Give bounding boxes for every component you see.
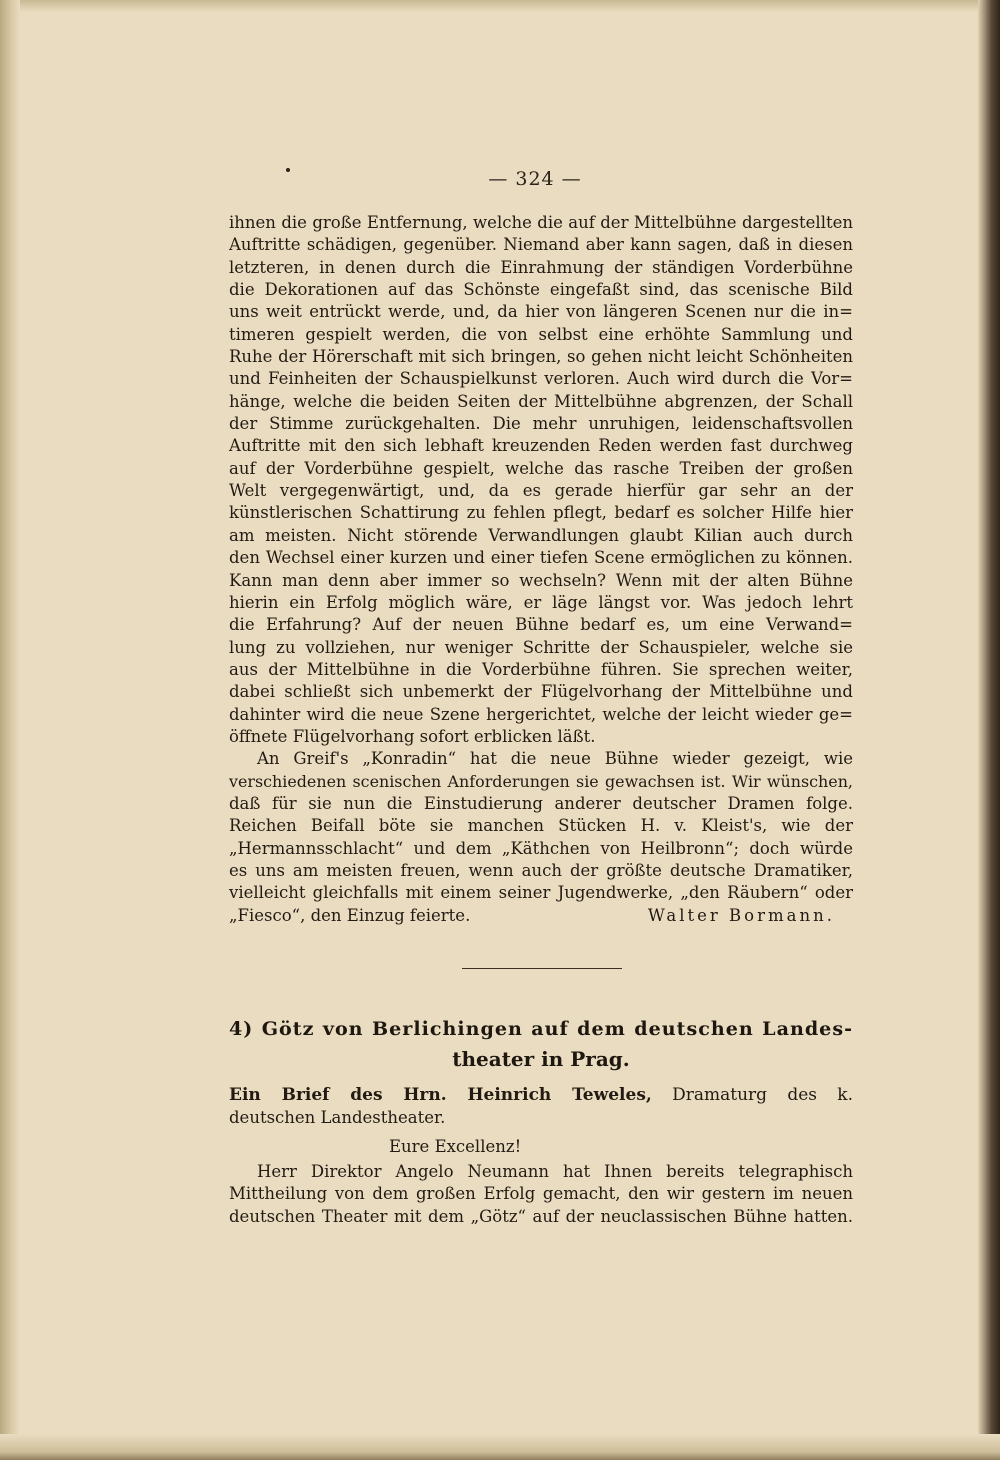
body-line: auf der Vorderbühne gespielt, welche das rasche Treiben der großen bbox=[229, 458, 853, 478]
page-number: — 324 — bbox=[488, 168, 582, 190]
letter-intro bbox=[229, 1084, 853, 1107]
heading-line: theater in Prag. bbox=[452, 1047, 630, 1071]
body-line: hänge, welche die beiden Seiten der Mittelbühne abgrenzen, der Schall bbox=[229, 391, 853, 411]
section-heading bbox=[229, 1014, 853, 1074]
body-line: künstlerischen Schattirung zu fehlen pflegt, bedarf es solcher Hilfe hier bbox=[229, 503, 853, 523]
letter-intro-role: Dramaturg des k. bbox=[651, 1085, 853, 1105]
body-line: letzteren, in denen durch die Einrahmung der ständigen Vorderbühne bbox=[229, 257, 853, 277]
letter-line: Mittheilung von dem großen Erfolg gemacht, den wir gestern im neuen bbox=[229, 1184, 853, 1204]
body-line: vielleicht gleichfalls mit einem seiner Jugendwerke, „den Räubern“ oder bbox=[229, 883, 853, 903]
body-line: Auftritte schädigen, gegenüber. Niemand aber kann sagen, daß in diesen bbox=[229, 235, 853, 255]
page-edge-bottom bbox=[0, 1434, 1000, 1460]
body-line: verschiedenen scenischen Anforderungen sie gewachsen ist. Wir wünschen, bbox=[229, 771, 853, 791]
body-line: am meisten. Nicht störende Verwandlungen glaubt Kilian auch durch bbox=[229, 525, 853, 545]
body-line: An Greif's „Konradin“ hat die neue Bühne wieder gezeigt, wie bbox=[257, 749, 853, 769]
body-line: uns weit entrückt werde, und, da hier von längeren Scenen nur die in= bbox=[229, 302, 853, 322]
body-line: den Wechsel einer kurzen und einer tiefen Scene ermöglichen zu können. bbox=[229, 548, 853, 568]
page-edge-left bbox=[0, 0, 20, 1460]
letter-line: deutschen Theater mit dem „Götz“ auf der neuclassischen Bühne hatten. bbox=[229, 1206, 853, 1226]
letter-line: Herr Direktor Angelo Neumann hat Ihnen bereits telegraphisch bbox=[257, 1162, 853, 1181]
body-line: Ruhe der Hörerschaft mit sich bringen, so gehen nicht leicht Schönheiten bbox=[229, 347, 853, 367]
closing-line bbox=[229, 905, 853, 927]
page-edge-top bbox=[0, 0, 1000, 12]
section-divider bbox=[462, 968, 622, 969]
body-line: und Feinheiten der Schauspielkunst verloren. Auch wird durch die Vor= bbox=[229, 369, 853, 389]
body-line: timeren gespielt werden, die von selbst eine erhöhte Sammlung und bbox=[229, 324, 853, 344]
letter-intro-continued: deutschen Landestheater. bbox=[229, 1107, 446, 1127]
body-line: Auftritte mit den sich lebhaft kreuzenden Reden werden fast durchweg bbox=[229, 436, 853, 456]
body-line: Kann man denn aber immer so wechseln? Wenn mit der alten Bühne bbox=[229, 570, 853, 590]
letter-intro-author: Ein Brief des Hrn. Heinrich Teweles, bbox=[229, 1085, 652, 1105]
body-line: daß für sie nun die Einstudierung anderer deutscher Dramen folge. bbox=[229, 793, 853, 813]
body-line: die Dekorationen auf das Schönste eingefaßt sind, das scenische Bild bbox=[229, 280, 853, 300]
body-line-end: „Fiesco“, den Einzug feierte. bbox=[229, 905, 471, 925]
body-line: „Hermannsschlacht“ und dem „Käthchen von Heilbronn“; doch würde bbox=[229, 838, 853, 858]
body-line: dabei schließt sich unbemerkt der Flügelvorhang der Mittelbühne und bbox=[229, 682, 853, 702]
body-line: dahinter wird die neue Szene hergerichtet, welche der leicht wieder ge= bbox=[229, 704, 853, 724]
page-edge-right bbox=[978, 0, 1000, 1460]
body-line: aus der Mittelbühne in die Vorderbühne führen. Sie sprechen weiter, bbox=[229, 659, 853, 679]
body-line: hierin ein Erfolg möglich wäre, er läge längst vor. Was jedoch lehrt bbox=[229, 592, 853, 612]
body-line: Welt vergegenwärtigt, und, da es gerade hierfür gar sehr an der bbox=[229, 481, 853, 501]
body-line: die Erfahrung? Auf der neuen Bühne bedarf es, um eine Verwand= bbox=[229, 615, 853, 635]
body-line: der Stimme zurückgehalten. Die mehr unruhigen, leidenschaftsvollen bbox=[229, 414, 853, 434]
author-signature: Walter Bormann. bbox=[647, 905, 835, 925]
article-body bbox=[229, 212, 853, 927]
letter-section bbox=[229, 1084, 853, 1228]
body-line: lung zu vollziehen, nur weniger Schritte der Schauspieler, welche sie bbox=[229, 637, 853, 657]
body-line: ihnen die große Entfernung, welche die auf der Mittelbühne dargestellten bbox=[229, 213, 853, 232]
letter-salutation: Eure Excellenz! bbox=[389, 1137, 522, 1156]
body-line: es uns am meisten freuen, wenn auch der größte deutsche Dramatiker, bbox=[229, 860, 853, 880]
heading-line: 4) Götz von Berlichingen auf dem deutschen Landes- bbox=[229, 1017, 853, 1040]
body-line: öffnete Flügelvorhang sofort erblicken läßt. bbox=[229, 726, 596, 746]
body-line: Reichen Beifall böte sie manchen Stücken H. v. Kleist's, wie der bbox=[229, 816, 853, 836]
